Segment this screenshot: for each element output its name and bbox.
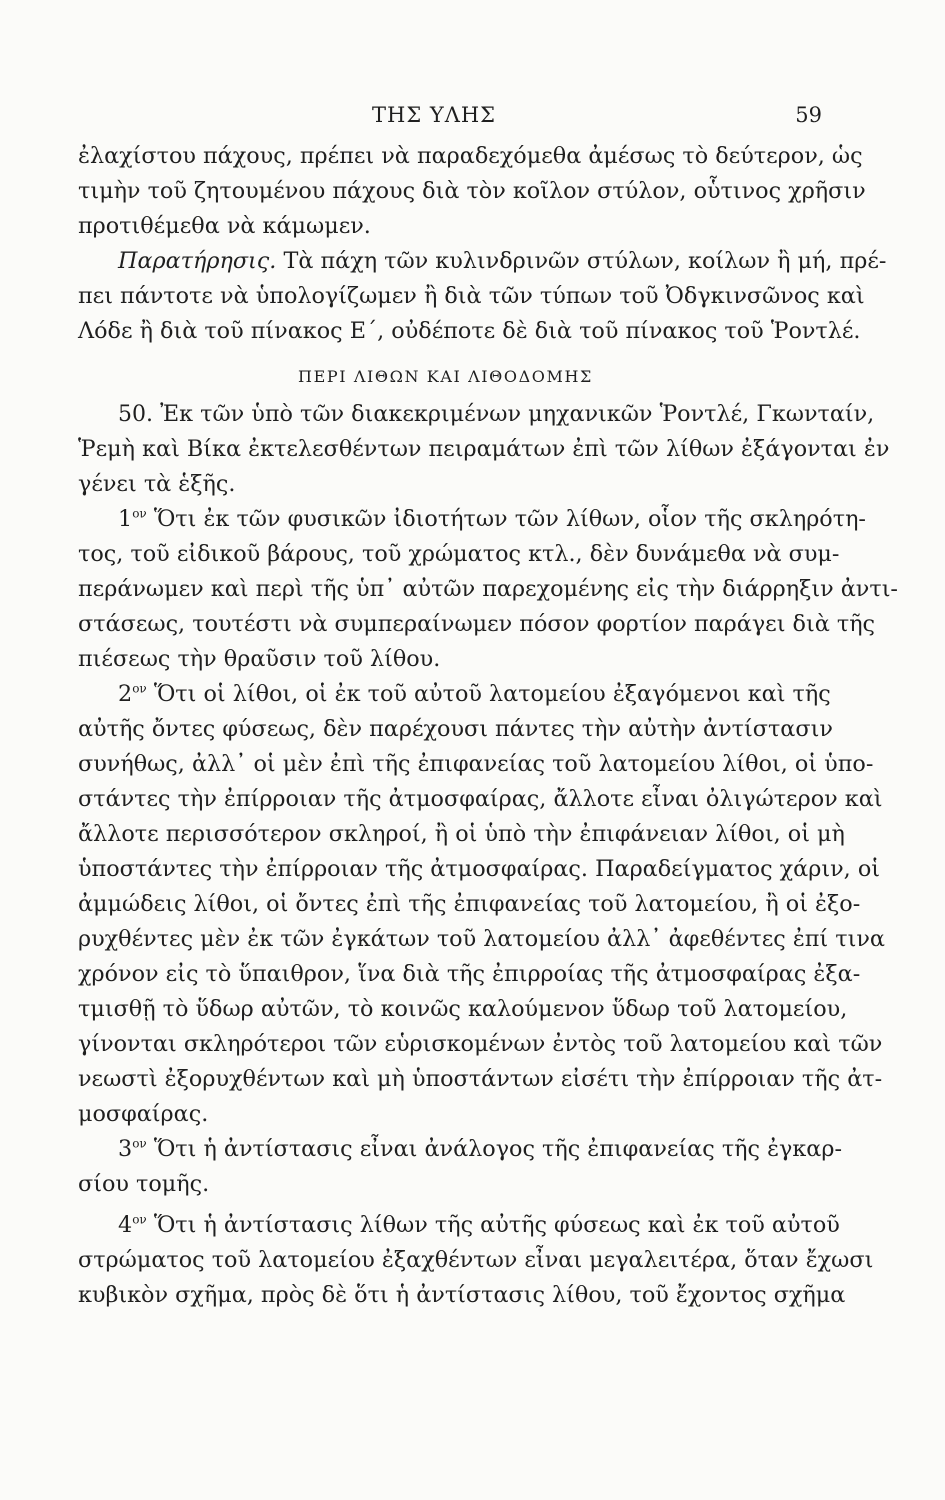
section-title: ΠΕΡΙ ΛΙΘΩΝ ΚΑΙ ΛΙΘΟΔΟΜΗΣ	[298, 367, 593, 386]
text-line: ἀμμώδεις λίθοι, οἱ ὄντες ἐπὶ τῆς ἐπιφανείας τοῦ λατομείου, ἢ οἱ ἐξο-	[78, 891, 861, 917]
text-line: νεωστὶ ἐξορυχθέντων καὶ μὴ ὑποστάντων εἰσέτι τὴν ἐπίρροιαν τῆς ἀτ-	[78, 1066, 883, 1092]
item-number: 3	[118, 1136, 133, 1162]
item-number: 4	[118, 1212, 133, 1238]
text-line: συνήθως, ἀλλ᾽ οἱ μὲν ἐπὶ τῆς ἐπιφανείας τοῦ λατομείου λίθοι, οἱ ὑπο-	[78, 751, 874, 777]
text-line: τμισθῇ τὸ ὕδωρ αὐτῶν, τὸ κοινῶς καλούμενον ὕδωρ τοῦ λατομείου,	[78, 996, 848, 1022]
item-4-line	[78, 1208, 840, 1243]
text-line: χρόνον εἰς τὸ ὕπαιθρον, ἵνα διὰ τῆς ἐπιρροίας τῆς ἀτμοσφαίρας ἐξα-	[78, 961, 861, 987]
text-line: πει πάντοτε νὰ ὑπολογίζωμεν ἢ διὰ τῶν τύπων τοῦ Ὀδγκινσῶνος καὶ	[78, 283, 865, 309]
running-head	[0, 103, 945, 131]
item-number: 2	[118, 681, 133, 707]
text-line: τος, τοῦ εἰδικοῦ βάρους, τοῦ χρώματος κτλ., δὲν δυνάμεθα νὰ συμ-	[78, 541, 840, 567]
paragraph-text: Ἐκ τῶν ὑπὸ τῶν διακεκριμένων μηχανικῶν Ῥοντλέ, Γκωνταίν,	[160, 401, 875, 427]
item-text: Ὅτι ἡ ἀντίστασις εἶναι ἀνάλογος τῆς ἐπιφανείας τῆς ἐγκαρ-	[153, 1136, 843, 1162]
text-line: Λόδε ἢ διὰ τοῦ πίνακος Ε΄, οὐδέποτε δὲ διὰ τοῦ πίνακος τοῦ Ῥοντλέ.	[78, 318, 861, 344]
page-number: 59	[795, 103, 822, 127]
text-line: στάντες τὴν ἐπίρροιαν τῆς ἀτμοσφαίρας, ἄλλοτε εἶναι ὀλιγώτερον καὶ	[78, 786, 883, 812]
text-line: σίου τομῆς.	[78, 1171, 210, 1197]
remark-line	[78, 244, 887, 279]
item-text: Ὅτι οἱ λίθοι, οἱ ἐκ τοῦ αὐτοῦ λατομείου ἐξαγόμενοι καὶ τῆς	[153, 681, 831, 707]
text-line: ρυχθέντες μὲν ἐκ τῶν ἐγκάτων τοῦ λατομείου ἀλλ᾽ ἀφεθέντες ἐπί τινα	[78, 926, 885, 952]
text-line: γένει τὰ ἑξῆς.	[78, 471, 236, 497]
item-text: Ὅτι ἡ ἀντίστασις λίθων τῆς αὐτῆς φύσεως καὶ ἐκ τοῦ αὐτοῦ	[153, 1212, 840, 1238]
text-line: πιέσεως τὴν θραῦσιν τοῦ λίθου.	[78, 646, 441, 672]
text-line: κυβικὸν σχῆμα, πρὸς δὲ ὅτι ἡ ἀντίστασις λίθου, τοῦ ἔχοντος σχῆμα	[78, 1282, 846, 1308]
item-number: 1	[118, 506, 133, 532]
running-title: ΤΗΣ ΥΛΗΣ	[372, 103, 497, 127]
page-body	[78, 139, 898, 1313]
text-line: ἐλαχίστου πάχους, πρέπει νὰ παραδεχόμεθα ἀμέσως τὸ δεύτερον, ὡς	[78, 143, 863, 169]
text-line: ἄλλοτε περισσότερον σκληροί, ἢ οἱ ὑπὸ τὴν ἐπιφάνειαν λίθοι, οἱ μὴ	[78, 821, 845, 847]
text-line: προτιθέμεθα νὰ κάμωμεν.	[78, 213, 371, 239]
text-line: στρώματος τοῦ λατομείου ἐξαχθέντων εἶναι μεγαλειτέρα, ὅταν ἔχωσι	[78, 1247, 874, 1273]
remark-label: Παρατήρησις.	[118, 248, 277, 274]
text-line: ὑποστάντες τὴν ἐπίρροιαν τῆς ἀτμοσφαίρας. Παραδείγματος χάριν, οἱ	[78, 856, 880, 882]
text-line: μοσφαίρας.	[78, 1101, 209, 1127]
item-text: Ὅτι ἐκ τῶν φυσικῶν ἰδιοτήτων τῶν λίθων, οἷον τῆς σκληρότη-	[153, 506, 866, 532]
text-line: στάσεως, τουτέστι νὰ συμπεραίνωμεν πόσον φορτίον παράγει διὰ τῆς	[78, 611, 876, 637]
text-line: τιμὴν τοῦ ζητουμένου πάχους διὰ τὸν κοῖλον στύλον, οὗτινος χρῆσιν	[78, 178, 866, 204]
item-ordinal: ον	[132, 506, 147, 521]
paragraph-number: 50.	[118, 402, 153, 427]
item-ordinal: ον	[132, 1212, 147, 1227]
text-line: αὐτῆς ὄντες φύσεως, δὲν παρέχουσι πάντες τὴν αὐτὴν ἀντίστασιν	[78, 716, 833, 742]
item-1-line	[78, 502, 866, 537]
item-ordinal: ον	[132, 1136, 147, 1151]
text-line: Ῥεμὴ καὶ Βίκα ἐκτελεσθέντων πειραμάτων ἐπὶ τῶν λίθων ἐξάγονται ἐν	[78, 436, 890, 462]
remark-text: Τὰ πάχη τῶν κυλινδρινῶν στύλων, κοίλων ἢ μή, πρέ-	[283, 248, 887, 274]
paragraph-50-line	[78, 397, 875, 432]
item-2-line	[78, 677, 831, 712]
item-ordinal: ον	[132, 681, 147, 696]
text-line: περάνωμεν καὶ περὶ τῆς ὑπ᾽ αὐτῶν παρεχομένης εἰς τὴν διάρρηξιν ἀντι-	[78, 576, 898, 602]
text-line: γίνονται σκληρότεροι τῶν εὑρισκομένων ἐντὸς τοῦ λατομείου καὶ τῶν	[78, 1031, 883, 1057]
item-3-line	[78, 1132, 843, 1167]
